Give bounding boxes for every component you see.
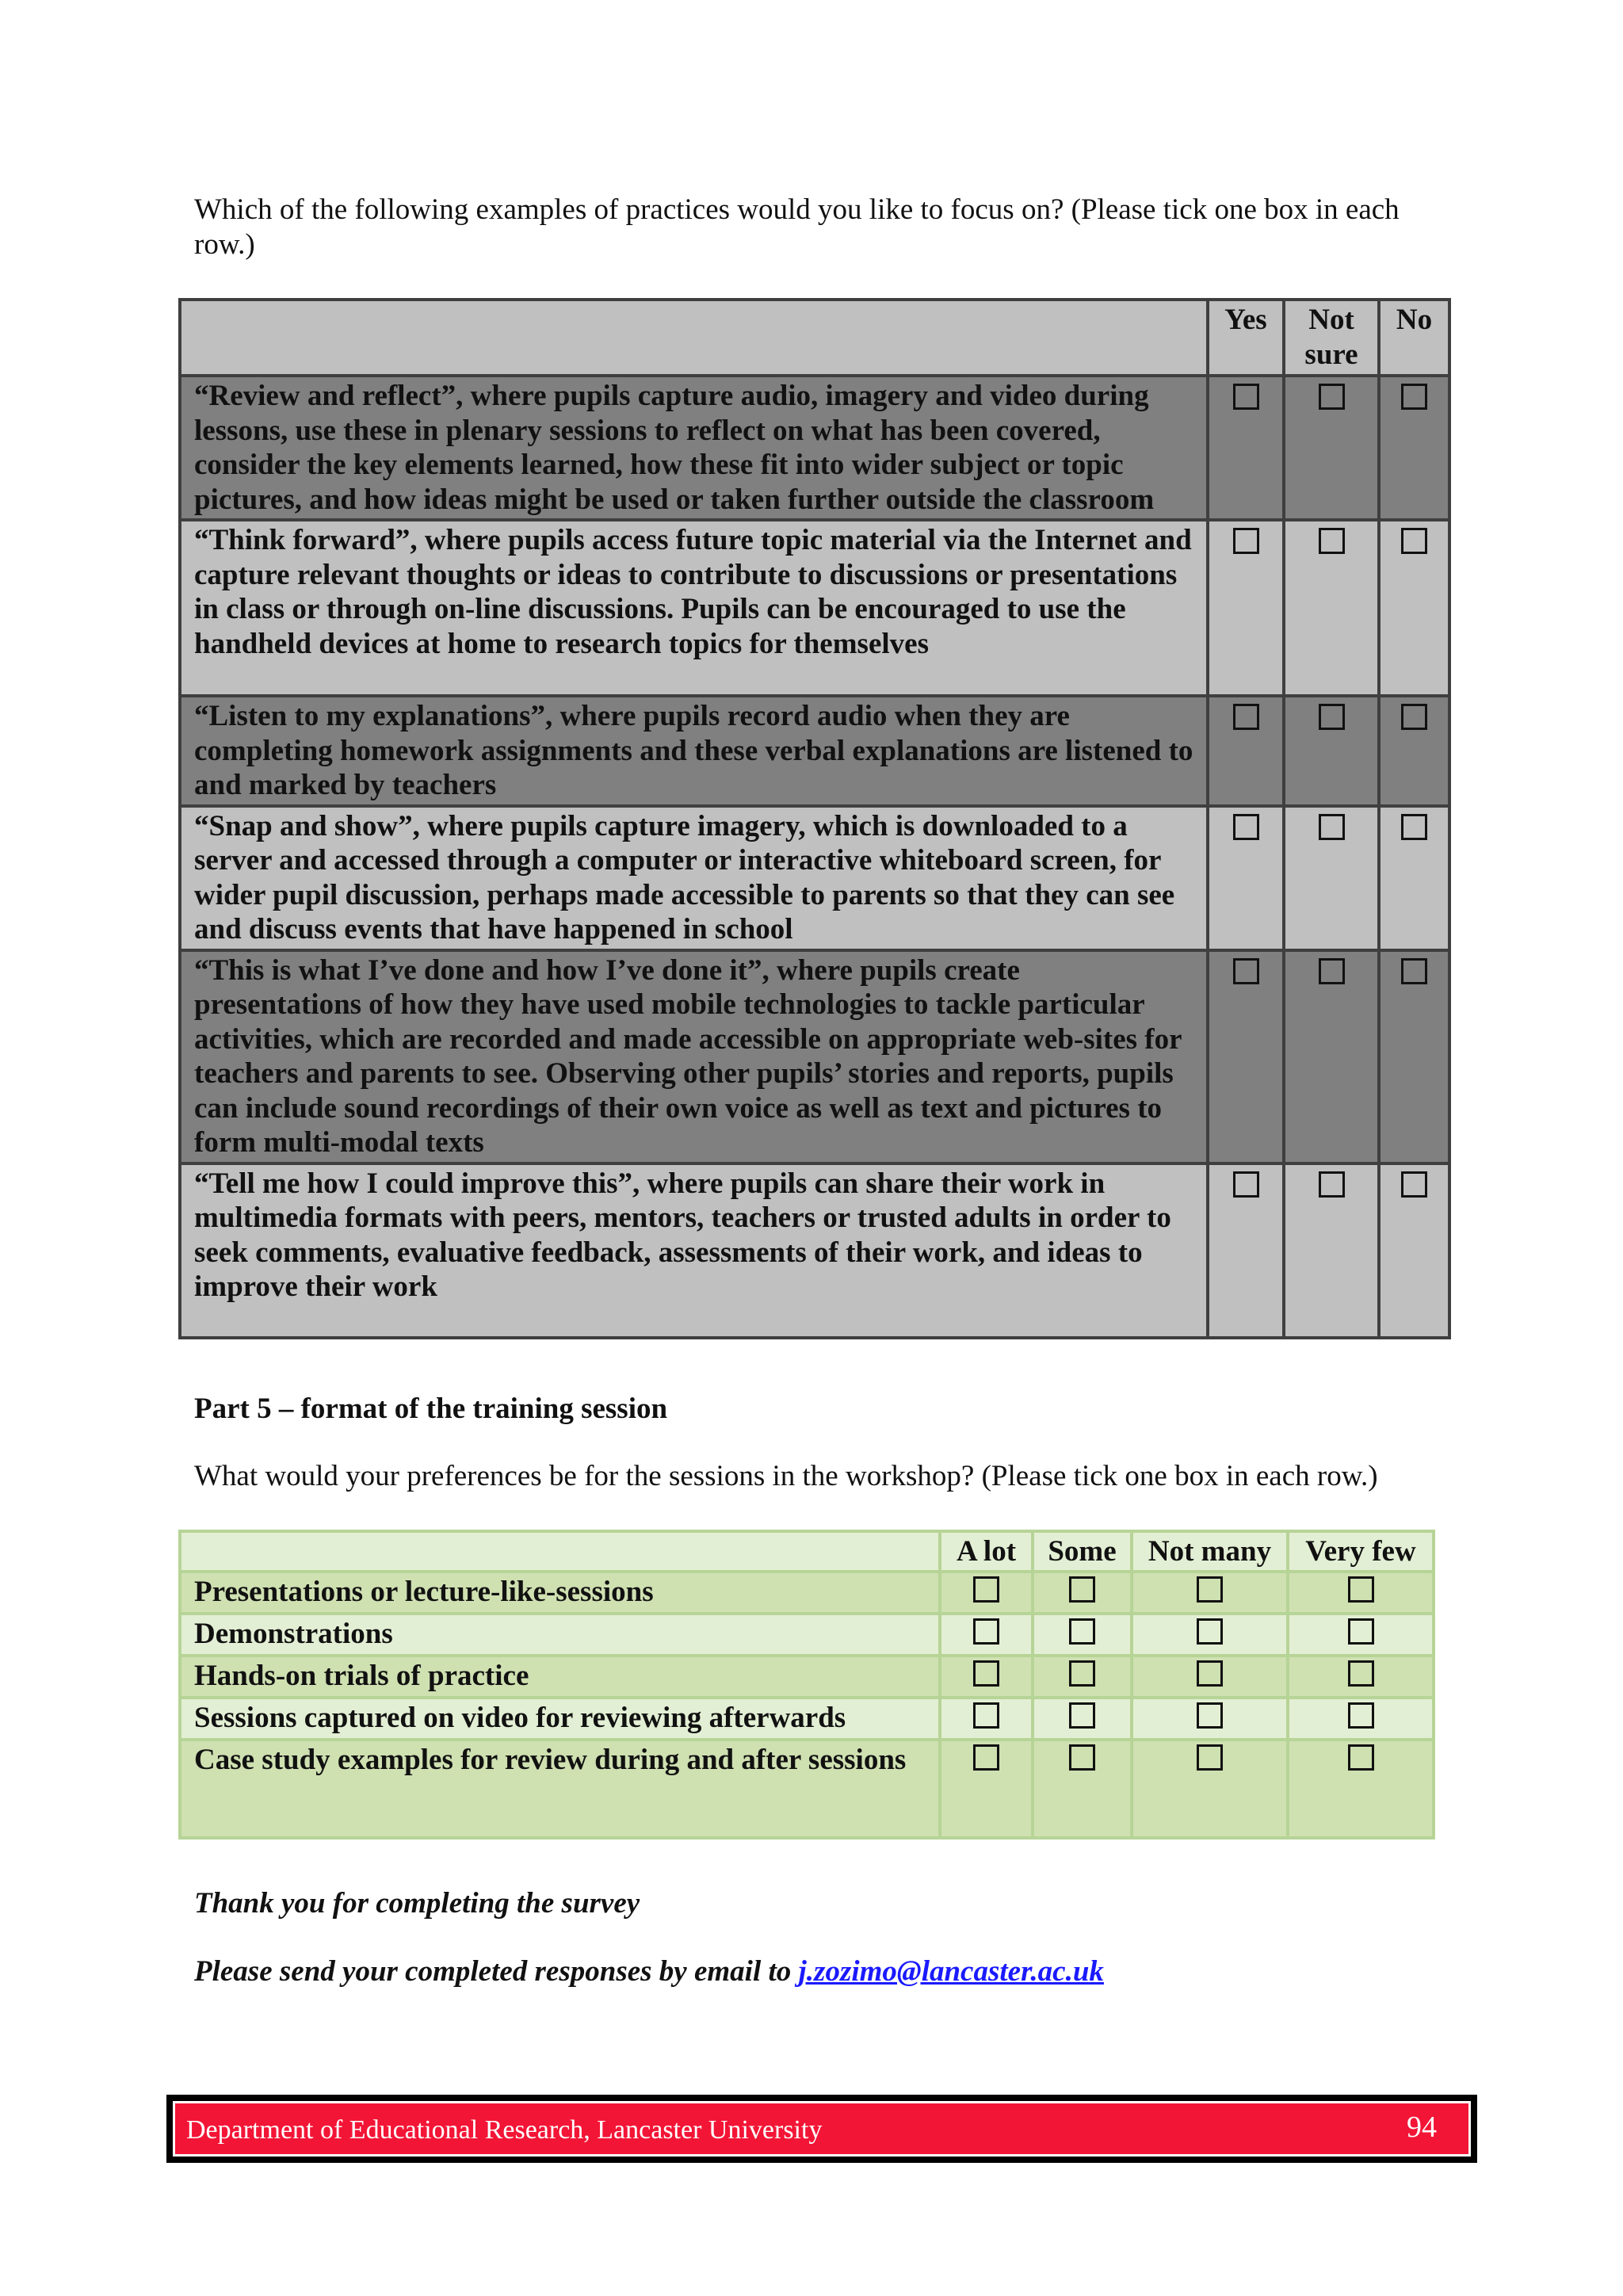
practice-description: “Think forward”, where pupils access future topic material via the Internet and capture relevant thoughts or ideas to contribute to discussions or presentations in class or through on-line discussions. Pupils can be encouraged to use the handheld devices at home to research topics for themselves xyxy=(180,520,1208,696)
preference-label: Hands-on trials of practice xyxy=(180,1656,940,1698)
checkbox-yes[interactable] xyxy=(1233,384,1259,410)
send-text: Please send your completed responses by email to xyxy=(194,1955,799,1988)
practice-description: “This is what I’ve done and how I’ve done it”, where pupils create presentations of how they have used mobile technologies to tackle particular activities, which are recorded and made accessible on appropriate web-sites for teachers and parents to see. Observing other pupils’ stories and reports, pupils can include sound recordings of their own voice as well as text and pictures to form multi-modal texts xyxy=(180,950,1208,1163)
footer-department: Department of Educational Research, Lancaster University xyxy=(186,2115,823,2145)
checkbox-very-few[interactable] xyxy=(1348,1660,1374,1687)
table-row xyxy=(180,376,1449,520)
checkbox-very-few[interactable] xyxy=(1348,1744,1374,1771)
table-row xyxy=(180,696,1449,806)
header-very-few: Very few xyxy=(1288,1531,1434,1572)
checkbox-not-many[interactable] xyxy=(1197,1702,1223,1729)
table-row xyxy=(180,806,1449,950)
practice-description: “Snap and show”, where pupils capture imagery, which is downloaded to a server and accessed through a computer or interactive whiteboard screen, for wider pupil discussion, perhaps made accessible to parents so that they can see and discuss events that have happened in school xyxy=(180,806,1208,950)
header-blank xyxy=(180,1531,940,1572)
checkbox-some[interactable] xyxy=(1069,1744,1095,1771)
checkbox-a-lot[interactable] xyxy=(973,1744,999,1771)
checkbox-no[interactable] xyxy=(1401,528,1427,554)
checkbox-not-sure[interactable] xyxy=(1319,704,1345,730)
checkbox-no[interactable] xyxy=(1401,958,1427,984)
page-number: 94 xyxy=(1407,2111,1437,2144)
checkbox-a-lot[interactable] xyxy=(973,1660,999,1687)
header-some: Some xyxy=(1033,1531,1132,1572)
checkbox-not-many[interactable] xyxy=(1197,1576,1223,1603)
thank-you-note: Thank you for completing the survey xyxy=(194,1887,640,1920)
checkbox-some[interactable] xyxy=(1069,1702,1095,1729)
header-not-sure: Not sure xyxy=(1284,300,1379,376)
table-row xyxy=(180,1740,1434,1838)
header-a-lot: A lot xyxy=(940,1531,1033,1572)
checkbox-yes[interactable] xyxy=(1233,958,1259,984)
checkbox-not-many[interactable] xyxy=(1197,1660,1223,1687)
practices-header-row xyxy=(180,300,1449,376)
checkbox-some[interactable] xyxy=(1069,1576,1095,1603)
header-blank xyxy=(180,300,1208,376)
header-not-many: Not many xyxy=(1132,1531,1288,1572)
checkbox-not-sure[interactable] xyxy=(1319,958,1345,984)
header-no: No xyxy=(1379,300,1449,376)
table-row xyxy=(180,1572,1434,1614)
checkbox-not-sure[interactable] xyxy=(1319,384,1345,410)
checkbox-yes[interactable] xyxy=(1233,1171,1259,1198)
preferences-header-row xyxy=(180,1531,1434,1572)
checkbox-very-few[interactable] xyxy=(1348,1702,1374,1729)
preference-label: Case study examples for review during and after sessions xyxy=(180,1740,940,1838)
part5-heading: Part 5 – format of the training session xyxy=(194,1392,668,1425)
checkbox-yes[interactable] xyxy=(1233,704,1259,730)
checkbox-a-lot[interactable] xyxy=(973,1576,999,1603)
checkbox-yes[interactable] xyxy=(1233,528,1259,554)
footer-banner xyxy=(173,2101,1471,2157)
page-footer xyxy=(166,2095,1477,2163)
question-1-text: Which of the following examples of practices would you like to focus on? (Please tick one box in each row.) xyxy=(194,193,1400,261)
checkbox-not-sure[interactable] xyxy=(1319,1171,1345,1198)
question-2-text: What would your preferences be for the sessions in the workshop? (Please tick one box in each row.) xyxy=(194,1460,1378,1492)
table-row xyxy=(180,950,1449,1163)
preference-label: Presentations or lecture-like-sessions xyxy=(180,1572,940,1614)
checkbox-not-many[interactable] xyxy=(1197,1618,1223,1645)
checkbox-no[interactable] xyxy=(1401,814,1427,840)
checkbox-not-many[interactable] xyxy=(1197,1744,1223,1771)
checkbox-a-lot[interactable] xyxy=(973,1702,999,1729)
checkbox-no[interactable] xyxy=(1401,704,1427,730)
table-row xyxy=(180,1163,1449,1338)
email-link[interactable]: j.zozimo@lancaster.ac.uk xyxy=(798,1955,1104,1988)
session-preferences-table xyxy=(178,1530,1435,1839)
table-row xyxy=(180,1656,1434,1698)
table-row xyxy=(180,520,1449,696)
send-instructions xyxy=(194,1954,1104,1989)
practice-description: “Review and reflect”, where pupils capture audio, imagery and video during lessons, use these in plenary sessions to reflect on what has been covered, consider the key elements learned, how these fit into wider subject or topic pictures, and how ideas might be used or taken further outside the classroom xyxy=(180,376,1208,520)
preference-label: Sessions captured on video for reviewing afterwards xyxy=(180,1698,940,1740)
practice-description: “Listen to my explanations”, where pupils record audio when they are completing homework assignments and these verbal explanations are listened to and marked by teachers xyxy=(180,696,1208,806)
practices-table xyxy=(178,298,1451,1339)
checkbox-very-few[interactable] xyxy=(1348,1618,1374,1645)
checkbox-a-lot[interactable] xyxy=(973,1618,999,1645)
header-yes: Yes xyxy=(1208,300,1284,376)
table-row xyxy=(180,1698,1434,1740)
table-row xyxy=(180,1614,1434,1656)
checkbox-not-sure[interactable] xyxy=(1319,528,1345,554)
checkbox-some[interactable] xyxy=(1069,1618,1095,1645)
checkbox-very-few[interactable] xyxy=(1348,1576,1374,1603)
checkbox-no[interactable] xyxy=(1401,1171,1427,1198)
preference-label: Demonstrations xyxy=(180,1614,940,1656)
practice-description: “Tell me how I could improve this”, where pupils can share their work in multimedia formats with peers, mentors, teachers or trusted adults in order to seek comments, evaluative feedback, assessments of their work, and ideas to improve their work xyxy=(180,1163,1208,1338)
checkbox-some[interactable] xyxy=(1069,1660,1095,1687)
checkbox-no[interactable] xyxy=(1401,384,1427,410)
checkbox-not-sure[interactable] xyxy=(1319,814,1345,840)
checkbox-yes[interactable] xyxy=(1233,814,1259,840)
